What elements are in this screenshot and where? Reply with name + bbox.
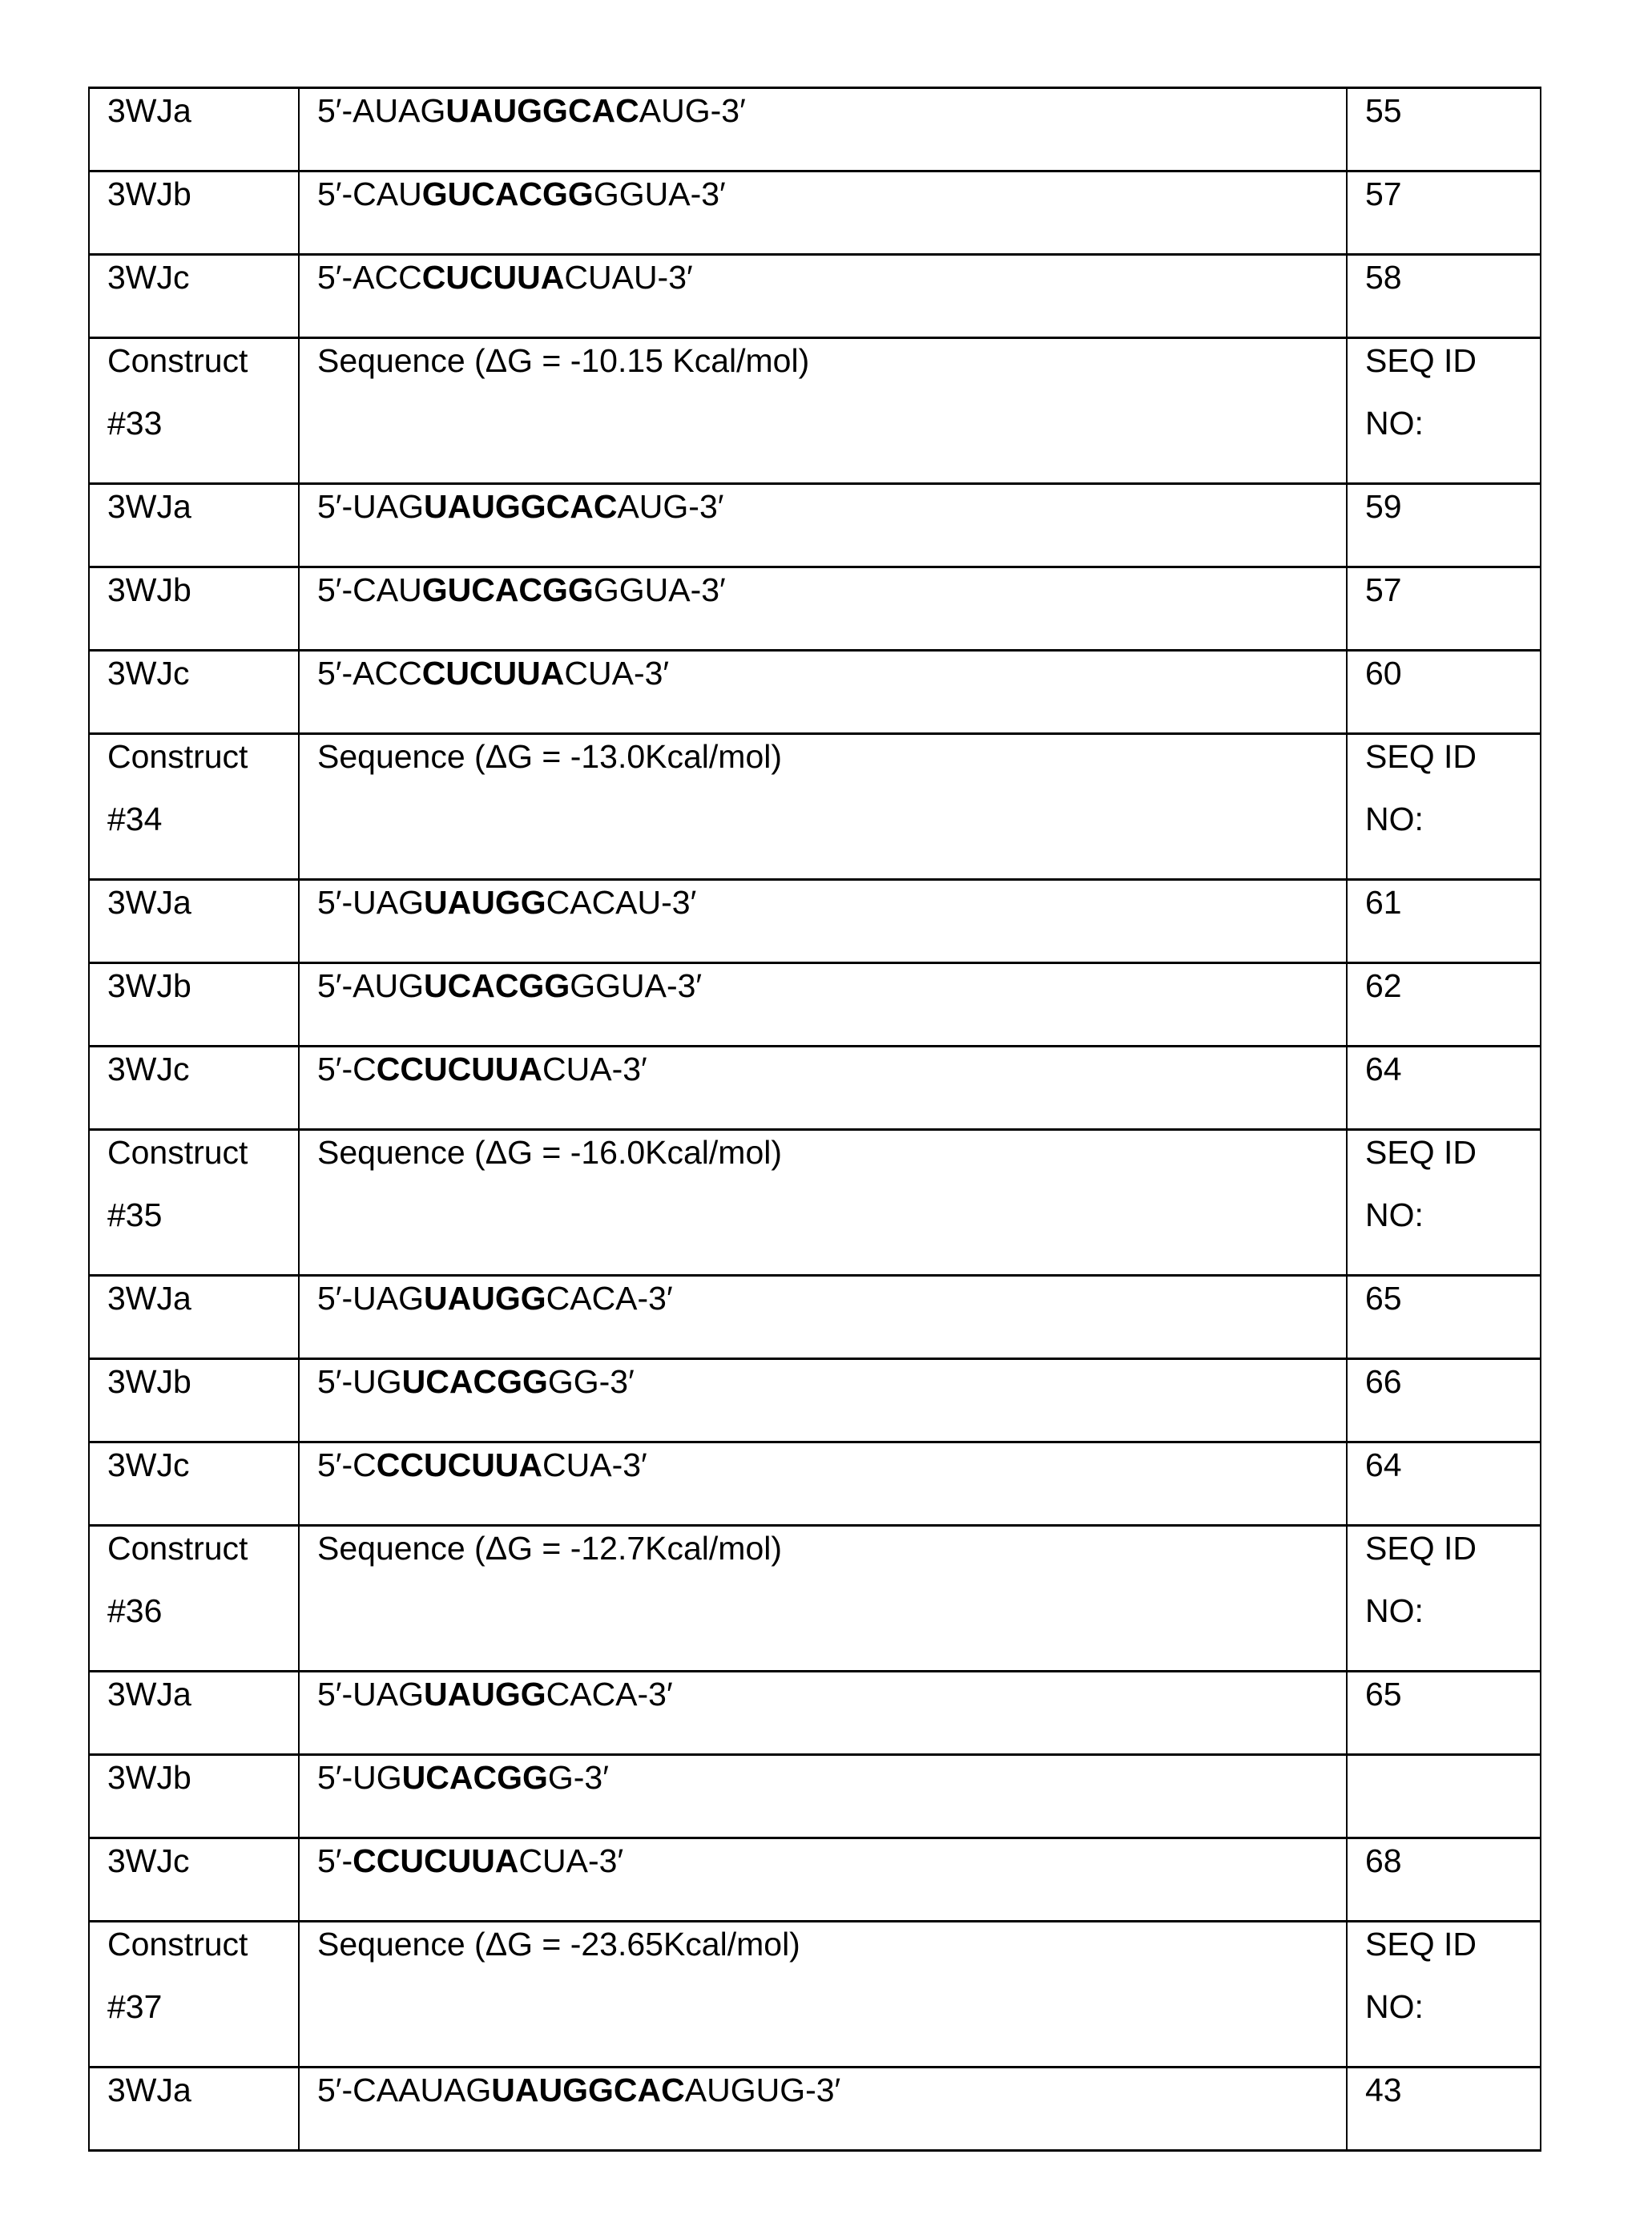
seq-id-number: 64 [1365, 1446, 1402, 1483]
sequence-suffix: GGUA-3′ [594, 571, 726, 608]
construct-header-row [89, 1922, 1541, 2068]
seq-id-header-line1: SEQ ID [1365, 1517, 1540, 1579]
sequence-cell [299, 1276, 1347, 1359]
strand-label: 3WJa [107, 884, 191, 921]
seq-id-cell [1347, 1442, 1541, 1526]
construct-label: Construct [107, 329, 298, 392]
seq-id-header-line2: NO: [1365, 788, 1540, 850]
sequence-cell [299, 1359, 1347, 1442]
seq-id-cell [1347, 2068, 1541, 2151]
sequence-suffix: GG-3′ [548, 1363, 635, 1400]
sequence-header-cell [299, 734, 1347, 880]
seq-id-header-cell [1347, 1922, 1541, 2068]
strand-label-cell [89, 171, 299, 255]
construct-number: #33 [107, 392, 298, 454]
strand-row [89, 1047, 1541, 1130]
sequence-header: Sequence (ΔG = -10.15 Kcal/mol) [317, 329, 1346, 392]
sequence-cell [299, 567, 1347, 651]
construct-number: #35 [107, 1184, 298, 1246]
seq-id-cell [1347, 255, 1541, 338]
construct-header-row [89, 1526, 1541, 1672]
sequence-header: Sequence (ΔG = -12.7Kcal/mol) [317, 1517, 1346, 1579]
sequence-prefix: 5′-ACC [317, 259, 422, 296]
seq-id-cell [1347, 1672, 1541, 1755]
seq-id-cell [1347, 171, 1541, 255]
strand-label-cell [89, 651, 299, 734]
strand-row [89, 1442, 1541, 1526]
sequence-bold-core: UAUGGCAC [424, 488, 617, 525]
strand-label: 3WJc [107, 259, 190, 296]
sequence-suffix: CACA-3′ [546, 1280, 673, 1317]
sequence-bold-core: CUCUUA [422, 655, 565, 692]
strand-row [89, 651, 1541, 734]
sequence-header-cell [299, 1130, 1347, 1276]
strand-row [89, 1359, 1541, 1442]
sequence-bold-core: UCACGG [424, 967, 570, 1004]
sequence-header-cell [299, 338, 1347, 484]
seq-id-cell [1347, 567, 1541, 651]
sequence-header-cell [299, 1922, 1347, 2068]
construct-label-cell [89, 1130, 299, 1276]
seq-id-number: 59 [1365, 488, 1402, 525]
sequence-bold-core: UAUGG [424, 1280, 546, 1317]
seq-id-number: 65 [1365, 1676, 1402, 1713]
seq-id-number: 57 [1365, 175, 1402, 212]
strand-label-cell [89, 1672, 299, 1755]
sequence-bold-core: CUCUUA [422, 259, 565, 296]
seq-id-cell [1347, 1276, 1541, 1359]
sequence-prefix: 5′-CAAUAG [317, 2072, 491, 2108]
seq-id-header-line1: SEQ ID [1365, 1913, 1540, 1975]
sequence-cell [299, 880, 1347, 963]
sequence-prefix: 5′-ACC [317, 655, 422, 692]
strand-label: 3WJb [107, 571, 191, 608]
strand-label: 3WJc [107, 1051, 190, 1087]
strand-label-cell [89, 88, 299, 171]
sequence-bold-core: CCUCUUA [377, 1051, 542, 1087]
seq-id-cell [1347, 88, 1541, 171]
seq-id-cell [1347, 963, 1541, 1047]
strand-label-cell [89, 255, 299, 338]
strand-row [89, 2068, 1541, 2151]
seq-id-number: 64 [1365, 1051, 1402, 1087]
seq-id-cell [1347, 651, 1541, 734]
sequence-header: Sequence (ΔG = -23.65Kcal/mol) [317, 1913, 1346, 1975]
seq-id-number: 61 [1365, 884, 1402, 921]
sequence-header: Sequence (ΔG = -13.0Kcal/mol) [317, 725, 1346, 788]
strand-label: 3WJc [107, 655, 190, 692]
sequence-prefix: 5′-AUG [317, 967, 424, 1004]
sequence-prefix: 5′- [317, 1842, 353, 1879]
strand-label: 3WJa [107, 2072, 191, 2108]
sequence-prefix: 5′-C [317, 1446, 377, 1483]
construct-label-cell [89, 734, 299, 880]
sequence-suffix: CUA-3′ [518, 1842, 623, 1879]
sequence-suffix: GGUA-3′ [570, 967, 702, 1004]
sequence-suffix: CACAU-3′ [546, 884, 697, 921]
seq-id-header-line1: SEQ ID [1365, 329, 1540, 392]
construct-label-cell [89, 1922, 299, 2068]
strand-row [89, 88, 1541, 171]
sequence-bold-core: UAUGGCAC [491, 2072, 684, 2108]
sequence-prefix: 5′-AUAG [317, 92, 445, 129]
construct-number: #36 [107, 1579, 298, 1642]
sequence-bold-core: UCACGG [402, 1363, 548, 1400]
strand-row [89, 484, 1541, 567]
sequence-table-body [89, 88, 1541, 2151]
sequence-prefix: 5′-UAG [317, 884, 424, 921]
sequence-bold-core: GUCACGG [422, 571, 594, 608]
sequence-bold-core: CCUCUUA [377, 1446, 542, 1483]
strand-label-cell [89, 1755, 299, 1838]
strand-label: 3WJb [107, 175, 191, 212]
sequence-cell [299, 484, 1347, 567]
sequence-bold-core: UAUGG [424, 884, 546, 921]
strand-label-cell [89, 2068, 299, 2151]
strand-label-cell [89, 567, 299, 651]
sequence-header-cell [299, 1526, 1347, 1672]
strand-label: 3WJa [107, 1676, 191, 1713]
strand-label: 3WJa [107, 92, 191, 129]
seq-id-cell [1347, 1047, 1541, 1130]
seq-id-number: 66 [1365, 1363, 1402, 1400]
strand-label-cell [89, 963, 299, 1047]
sequence-prefix: 5′-UAG [317, 1280, 424, 1317]
seq-id-header-cell [1347, 338, 1541, 484]
strand-label-cell [89, 1047, 299, 1130]
sequence-cell [299, 1442, 1347, 1526]
strand-label-cell [89, 880, 299, 963]
seq-id-number: 43 [1365, 2072, 1402, 2108]
construct-label: Construct [107, 1517, 298, 1579]
strand-row [89, 880, 1541, 963]
sequence-cell [299, 1672, 1347, 1755]
sequence-suffix: AUG-3′ [639, 92, 746, 129]
sequence-cell [299, 88, 1347, 171]
strand-row [89, 255, 1541, 338]
strand-row [89, 1672, 1541, 1755]
construct-label-cell [89, 1526, 299, 1672]
sequence-cell [299, 1755, 1347, 1838]
seq-id-header-line2: NO: [1365, 392, 1540, 454]
seq-id-header-line2: NO: [1365, 1579, 1540, 1642]
strand-label: 3WJb [107, 967, 191, 1004]
strand-label: 3WJa [107, 488, 191, 525]
sequence-header: Sequence (ΔG = -16.0Kcal/mol) [317, 1121, 1346, 1184]
seq-id-cell [1347, 484, 1541, 567]
construct-label-cell [89, 338, 299, 484]
construct-label: Construct [107, 1913, 298, 1975]
strand-row [89, 1838, 1541, 1922]
sequence-prefix: 5′-UG [317, 1759, 402, 1796]
seq-id-number: 60 [1365, 655, 1402, 692]
sequence-prefix: 5′-CAU [317, 571, 422, 608]
seq-id-cell [1347, 1838, 1541, 1922]
strand-label-cell [89, 1442, 299, 1526]
sequence-cell [299, 1838, 1347, 1922]
sequence-suffix: AUGUG-3′ [685, 2072, 841, 2108]
seq-id-cell [1347, 1755, 1541, 1838]
seq-id-header-line1: SEQ ID [1365, 725, 1540, 788]
strand-label-cell [89, 1359, 299, 1442]
sequence-cell [299, 651, 1347, 734]
sequence-prefix: 5′-UAG [317, 488, 424, 525]
seq-id-header-line2: NO: [1365, 1975, 1540, 2038]
strand-label-cell [89, 1838, 299, 1922]
seq-id-header-cell [1347, 734, 1541, 880]
strand-label-cell [89, 484, 299, 567]
seq-id-header-line1: SEQ ID [1365, 1121, 1540, 1184]
construct-header-row [89, 734, 1541, 880]
seq-id-number: 62 [1365, 967, 1402, 1004]
sequence-bold-core: UCACGG [402, 1759, 548, 1796]
seq-id-cell [1347, 1359, 1541, 1442]
strand-row [89, 171, 1541, 255]
sequence-prefix: 5′-CAU [317, 175, 422, 212]
sequence-suffix: CUA-3′ [564, 655, 669, 692]
sequence-cell [299, 1047, 1347, 1130]
sequence-suffix: CUA-3′ [542, 1051, 647, 1087]
sequence-bold-core: CCUCUUA [353, 1842, 518, 1879]
seq-id-header-cell [1347, 1130, 1541, 1276]
sequence-bold-core: GUCACGG [422, 175, 594, 212]
strand-row [89, 963, 1541, 1047]
sequence-suffix: G-3′ [548, 1759, 609, 1796]
construct-number: #34 [107, 788, 298, 850]
sequence-prefix: 5′-UG [317, 1363, 402, 1400]
sequence-bold-core: UAUGGCAC [445, 92, 639, 129]
seq-id-number: 55 [1365, 92, 1402, 129]
seq-id-header-line2: NO: [1365, 1184, 1540, 1246]
sequence-prefix: 5′-UAG [317, 1676, 424, 1713]
strand-label-cell [89, 1276, 299, 1359]
construct-header-row [89, 338, 1541, 484]
sequence-suffix: CACA-3′ [546, 1676, 673, 1713]
seq-id-number: 57 [1365, 571, 1402, 608]
strand-label: 3WJa [107, 1280, 191, 1317]
sequence-cell [299, 255, 1347, 338]
strand-label: 3WJc [107, 1446, 190, 1483]
sequence-cell [299, 171, 1347, 255]
seq-id-number: 58 [1365, 259, 1402, 296]
sequence-suffix: AUG-3′ [617, 488, 723, 525]
construct-label: Construct [107, 1121, 298, 1184]
sequence-cell [299, 963, 1347, 1047]
sequence-suffix: CUAU-3′ [564, 259, 692, 296]
construct-header-row [89, 1130, 1541, 1276]
sequence-cell [299, 2068, 1347, 2151]
strand-row [89, 567, 1541, 651]
sequence-prefix: 5′-C [317, 1051, 377, 1087]
sequence-suffix: GGUA-3′ [594, 175, 726, 212]
seq-id-number: 68 [1365, 1842, 1402, 1879]
seq-id-cell [1347, 880, 1541, 963]
sequence-table [88, 87, 1541, 2152]
strand-label: 3WJb [107, 1759, 191, 1796]
strand-label: 3WJb [107, 1363, 191, 1400]
strand-row [89, 1755, 1541, 1838]
construct-label: Construct [107, 725, 298, 788]
seq-id-header-cell [1347, 1526, 1541, 1672]
sequence-suffix: CUA-3′ [542, 1446, 647, 1483]
construct-number: #37 [107, 1975, 298, 2038]
seq-id-number: 65 [1365, 1280, 1402, 1317]
strand-row [89, 1276, 1541, 1359]
sequence-bold-core: UAUGG [424, 1676, 546, 1713]
strand-label: 3WJc [107, 1842, 190, 1879]
